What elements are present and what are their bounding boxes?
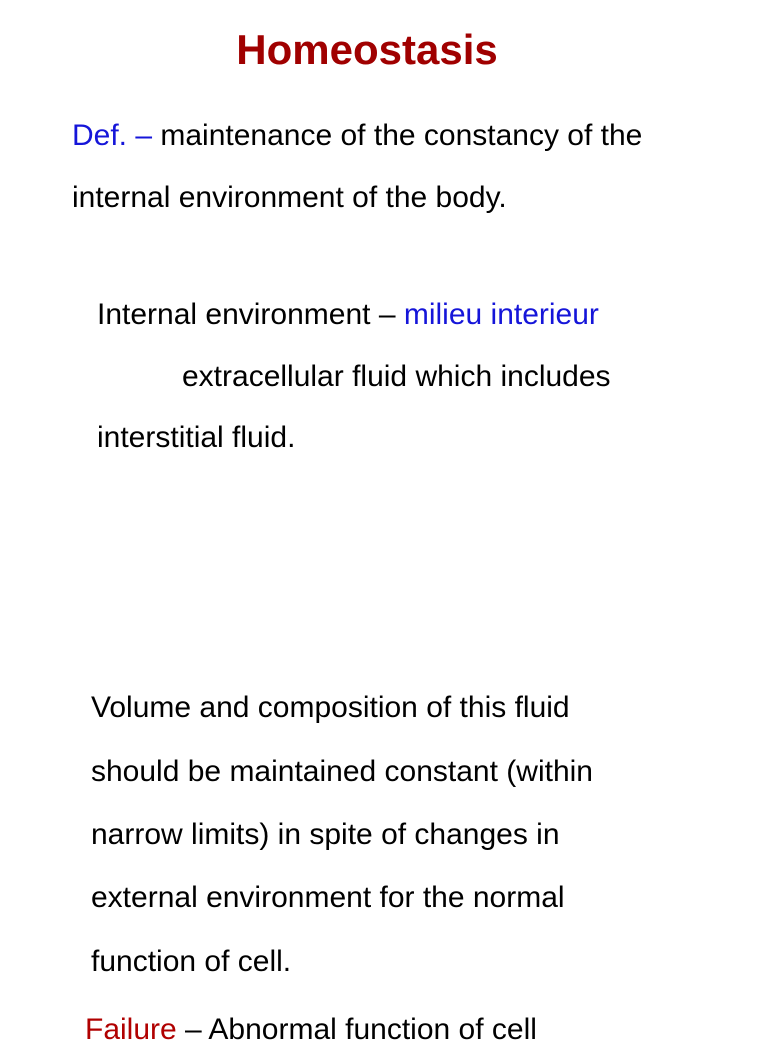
definition-text-1: maintenance of the constancy of the [152,119,643,152]
paragraph-line-2: should be maintained constant (within [91,755,593,788]
definition-label: Def. – [72,119,153,152]
paragraph-line-3: narrow limits) in spite of changes in [91,818,560,851]
definition-line-1 [72,116,642,156]
internal-environment-lead: Internal environment – [97,298,404,331]
paragraph-line-5: function of cell. [91,945,292,978]
definition-line-2: internal environment of the body. [72,181,507,214]
internal-environment-line-1 [97,295,599,335]
partially-visible-line [85,1010,537,1050]
failure-text: – Abnormal function of cell [176,1013,537,1046]
paragraph-line-1: Volume and composition of this fluid [91,691,570,724]
internal-environment-line-2: extracellular fluid which includes [182,360,611,393]
page-title: Homeostasis [236,26,498,73]
internal-environment-line-3: interstitial fluid. [97,421,296,454]
failure-label: Failure [85,1013,177,1046]
milieu-interieur-term: milieu interieur [403,298,599,331]
paragraph-line-4: external environment for the normal [91,881,565,914]
